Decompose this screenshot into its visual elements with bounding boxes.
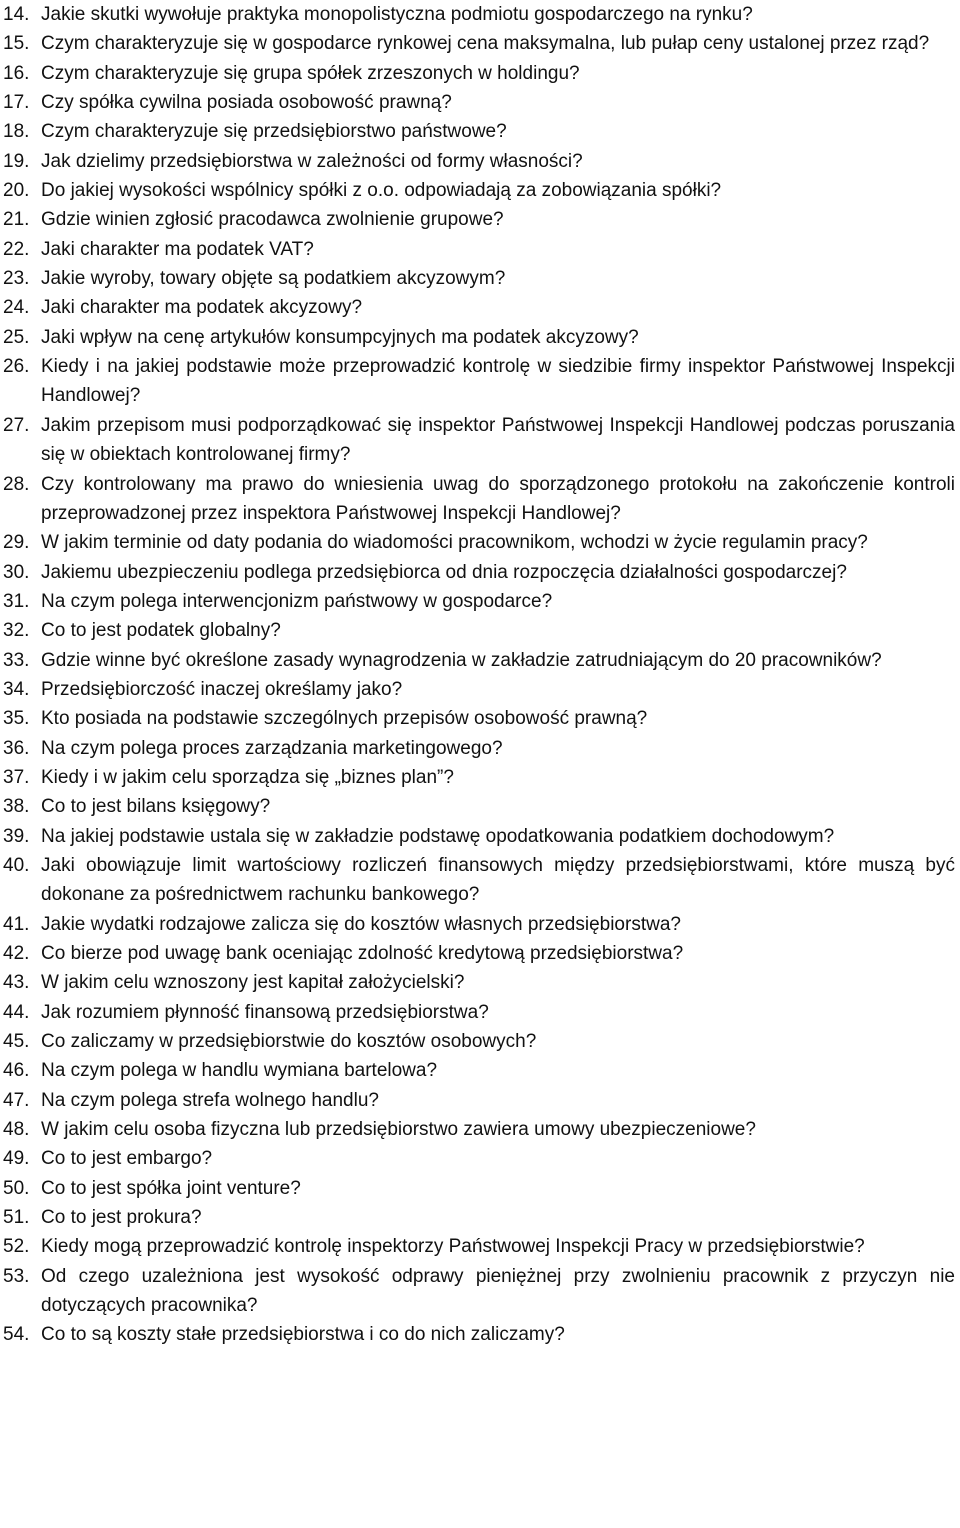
question-number: 33. xyxy=(3,649,30,671)
question-text: Jakie skutki wywołuje praktyka monopolistyczna podmiotu gospodarczego na rynku? xyxy=(41,4,753,25)
question-text: Czym charakteryzuje się przedsiębiorstwo państwowe? xyxy=(41,121,507,143)
question-number: 42. xyxy=(3,943,30,964)
question-number: 40. xyxy=(3,854,30,876)
question-text: Do jakiej wysokości wspólnicy spółki z o.o. odpowiadają za zobowiązania spółki? xyxy=(41,180,722,202)
question-number: 53. xyxy=(3,1265,30,1287)
question-item xyxy=(3,998,955,1027)
question-number: 27. xyxy=(3,414,30,436)
question-number: 31. xyxy=(3,590,30,612)
question-number: 51. xyxy=(3,1207,30,1229)
question-text: Na czym polega proces zarządzania marketingowego? xyxy=(41,737,503,759)
question-text: Jak dzielimy przedsiębiorstwa w zależności od formy własności? xyxy=(41,150,583,172)
question-item xyxy=(3,470,955,529)
question-item xyxy=(3,704,955,733)
question-item xyxy=(3,147,955,176)
question-number: 46. xyxy=(3,1060,30,1082)
question-number: 17. xyxy=(3,92,30,114)
question-number: 20. xyxy=(3,180,30,202)
question-item xyxy=(3,352,955,411)
question-text: Jakie wydatki rodzajowe zalicza się do kosztów własnych przedsiębiorstwa? xyxy=(41,913,681,935)
question-text: W jakim celu wznoszony jest kapitał założycielski? xyxy=(41,972,465,994)
question-item xyxy=(3,29,955,58)
question-text: Jaki charakter ma podatek akcyzowy? xyxy=(41,297,363,319)
question-number: 30. xyxy=(3,561,30,583)
question-text: Kiedy mogą przeprowadzić kontrolę inspektorzy Państwowej Inspekcji Pracy w przedsiębiorstwie? xyxy=(41,1236,865,1258)
question-item xyxy=(3,411,955,470)
question-text: Na czym polega w handlu wymiana bartelowa? xyxy=(41,1060,438,1082)
question-number: 16. xyxy=(3,62,30,84)
question-text: Kto posiada na podstawie szczególnych przepisów osobowość prawną? xyxy=(41,708,648,730)
question-text: Jakiemu ubezpieczeniu podlega przedsiębiorca od dnia rozpoczęcia działalności gospodarczej? xyxy=(41,561,847,583)
question-text: Jakie wyroby, towary objęte są podatkiem akcyzowym? xyxy=(41,268,506,290)
question-number: 28. xyxy=(3,473,30,495)
question-number: 34. xyxy=(3,678,30,700)
question-number: 49. xyxy=(3,1148,30,1170)
question-item xyxy=(3,587,955,616)
question-number: 22. xyxy=(3,238,30,260)
question-text: W jakim celu osoba fizyczna lub przedsiębiorstwo zawiera umowy ubezpieczeniowe? xyxy=(41,1119,756,1141)
question-item xyxy=(3,59,955,88)
question-text: Kiedy i w jakim celu sporządza się „biznes plan”? xyxy=(41,766,454,788)
question-item xyxy=(3,792,955,821)
question-number: 26. xyxy=(3,356,30,378)
question-item xyxy=(3,88,955,117)
question-text: Czy spółka cywilna posiada osobowość prawną? xyxy=(41,92,452,114)
question-item xyxy=(3,176,955,205)
question-item xyxy=(3,1203,955,1232)
question-number: 36. xyxy=(3,737,30,759)
question-number: 54. xyxy=(3,1324,30,1346)
question-item xyxy=(3,968,955,997)
question-text: Co to jest embargo? xyxy=(41,1148,213,1170)
question-item xyxy=(3,558,955,587)
question-number: 41. xyxy=(3,913,30,935)
question-number: 19. xyxy=(3,150,30,172)
question-number: 47. xyxy=(3,1089,30,1111)
question-number: 43. xyxy=(3,972,30,994)
question-text: Co to są koszty stałe przedsiębiorstwa i co do nich zaliczamy? xyxy=(41,1324,565,1346)
question-item xyxy=(3,323,955,352)
question-number: 29. xyxy=(3,532,30,554)
question-number: 45. xyxy=(3,1031,30,1053)
question-item xyxy=(3,1056,955,1085)
question-number: 35. xyxy=(3,708,30,730)
question-number: 48. xyxy=(3,1119,30,1141)
question-number: 37. xyxy=(3,766,30,788)
question-item xyxy=(3,264,955,293)
question-text: Co to jest podatek globalny? xyxy=(41,620,281,642)
question-item xyxy=(3,851,955,910)
question-text: Jaki obowiązuje limit wartościowy rozliczeń finansowych między przedsiębiorstwami, które muszą być dokonane za pośrednictwem rachunku bankowego? xyxy=(41,854,955,906)
question-item xyxy=(3,763,955,792)
question-text: Co to jest prokura? xyxy=(41,1207,202,1229)
question-list xyxy=(3,0,955,1350)
question-text: Co to jest spółka joint venture? xyxy=(41,1177,301,1199)
question-item xyxy=(3,616,955,645)
question-text: Jaki charakter ma podatek VAT? xyxy=(41,238,314,260)
question-number: 18. xyxy=(3,121,30,143)
question-number: 44. xyxy=(3,1001,30,1023)
question-number: 38. xyxy=(3,796,30,818)
question-item xyxy=(3,734,955,763)
question-item xyxy=(3,0,955,29)
question-number: 39. xyxy=(3,825,30,847)
question-number: 21. xyxy=(3,209,30,231)
question-item xyxy=(3,1262,955,1321)
question-text: Gdzie winien zgłosić pracodawca zwolnienie grupowe? xyxy=(41,209,504,231)
question-item xyxy=(3,205,955,234)
question-item xyxy=(3,675,955,704)
question-number: 25. xyxy=(3,326,30,348)
question-item xyxy=(3,1027,955,1056)
question-item xyxy=(3,1232,955,1261)
question-number: 32. xyxy=(3,620,30,642)
question-text: W jakim terminie od daty podania do wiadomości pracownikom, wchodzi w życie regulamin pracy? xyxy=(41,532,868,554)
question-text: Kiedy i na jakiej podstawie może przeprowadzić kontrolę w siedzibie firmy inspektor Państwowej Inspekcji Handlowej? xyxy=(41,356,955,407)
question-text: Na czym polega interwencjonizm państwowy w gospodarce? xyxy=(41,590,553,612)
question-number: 24. xyxy=(3,297,30,319)
question-number: 23. xyxy=(3,268,30,290)
question-item xyxy=(3,235,955,264)
question-text: Jaki wpływ na cenę artykułów konsumpcyjnych ma podatek akcyzowy? xyxy=(41,326,639,348)
question-text: Czym charakteryzuje się w gospodarce rynkowej cena maksymalna, lub pułap ceny ustalonej przez rząd? xyxy=(41,33,930,55)
question-item xyxy=(3,117,955,146)
question-text: Jak rozumiem płynność finansową przedsiębiorstwa? xyxy=(41,1001,489,1023)
question-text: Na jakiej podstawie ustala się w zakładzie podstawę opodatkowania podatkiem dochodowym? xyxy=(41,825,835,847)
question-text: Przedsiębiorczość inaczej określamy jako? xyxy=(41,678,403,700)
question-item xyxy=(3,1320,955,1349)
question-text: Czym charakteryzuje się grupa spółek zrzeszonych w holdingu? xyxy=(41,62,580,84)
question-item xyxy=(3,293,955,322)
question-item xyxy=(3,1086,955,1115)
question-item xyxy=(3,939,955,968)
question-item xyxy=(3,528,955,557)
question-text: Co zaliczamy w przedsiębiorstwie do kosztów osobowych? xyxy=(41,1031,537,1053)
question-text: Czy kontrolowany ma prawo do wniesienia uwag do sporządzonego protokołu na zakończenie kontroli przeprowadzonej przez inspektora Państwowej Inspekcji Handlowej? xyxy=(41,473,955,524)
question-number: 50. xyxy=(3,1177,30,1199)
question-item xyxy=(3,1144,955,1173)
question-number: 14. xyxy=(3,4,30,25)
question-number: 15. xyxy=(3,33,30,55)
question-item xyxy=(3,1115,955,1144)
question-number: 52. xyxy=(3,1236,30,1258)
question-text: Od czego uzależniona jest wysokość odprawy pieniężnej przy zwolnieniu pracownik z przyczyn nie dotyczących pracownika? xyxy=(41,1265,955,1317)
question-item xyxy=(3,910,955,939)
question-text: Jakim przepisom musi podporządkować się inspektor Państwowej Inspekcji Handlowej podczas poruszania się w obiektach kontrolowanej firmy? xyxy=(41,414,955,466)
question-text: Na czym polega strefa wolnego handlu? xyxy=(41,1089,379,1111)
question-text: Co bierze pod uwagę bank oceniając zdolność kredytową przedsiębiorstwa? xyxy=(41,943,684,964)
question-text: Co to jest bilans księgowy? xyxy=(41,796,271,818)
question-item xyxy=(3,646,955,675)
question-text: Gdzie winne być określone zasady wynagrodzenia w zakładzie zatrudniającym do 20 pracowników? xyxy=(41,649,882,671)
question-item xyxy=(3,1174,955,1203)
question-item xyxy=(3,822,955,851)
